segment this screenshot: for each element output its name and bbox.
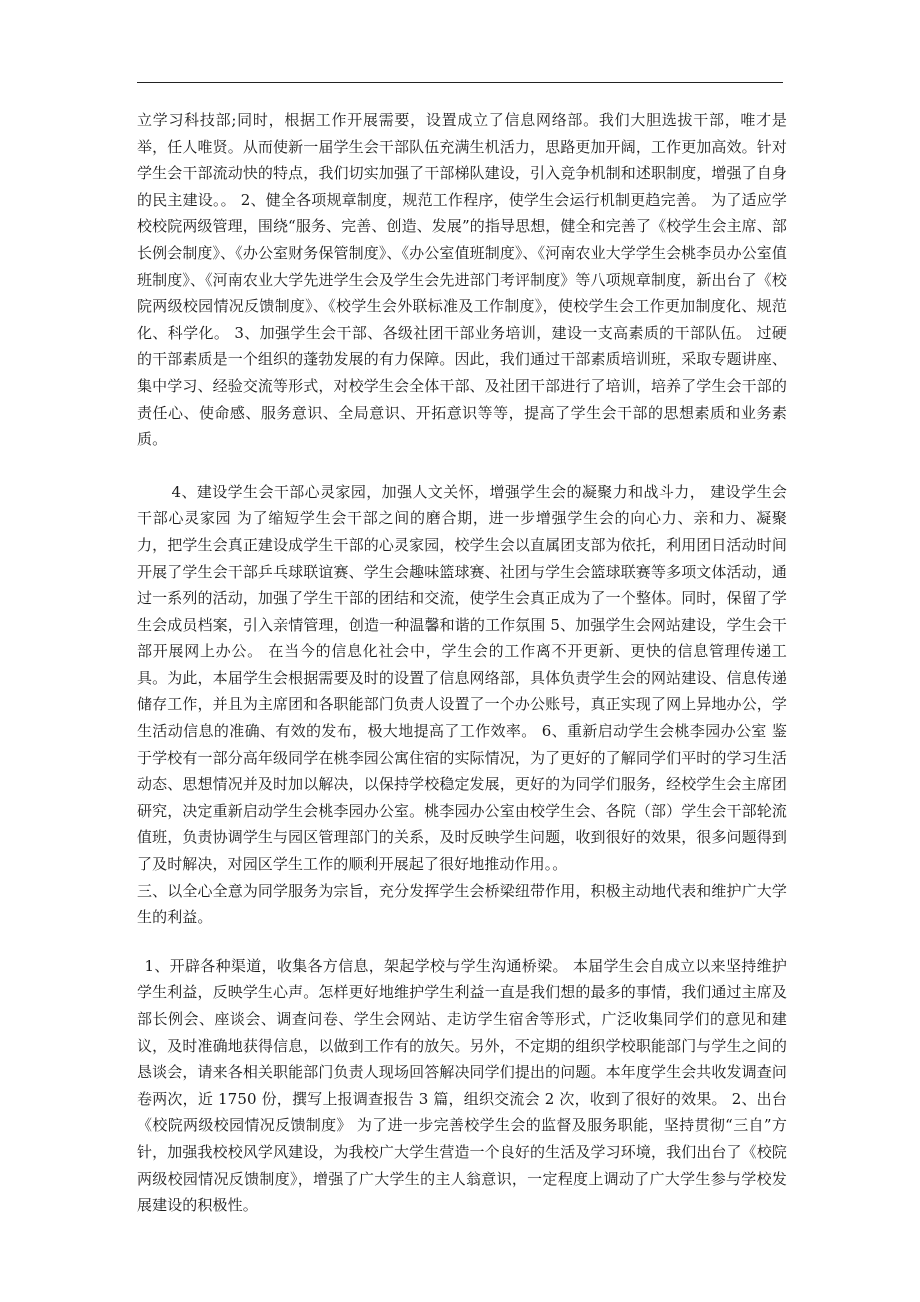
- header-rule: [137, 82, 783, 83]
- paragraph-spacer: [137, 453, 787, 479]
- paragraph-communication-channels: 1、开辟各种渠道，收集各方信息，架起学校与学生沟通桥梁。 本届学生会自成立以来坚持维护学生利益，反映学生心声。怎样更好地维护学生利益一直是我们想的最多的事情，我们通过主席及部长例会、座谈会、调查问卷、学生会网站、走访学生宿舍等形式，广泛收集同学们的意见和建议，及时准确地获得信息，以做到工作有的放矢。另外，不定期的组织学校职能部门与学生之间的恳谈会，请来各相关职能部门负责人现场回答解决同学们提出的问题。本年度学生会共收发调查问卷两次，近 1750 份，撰写上报调查报告 3 篇，组织交流会 2 次，收到了很好的效果。 2、出台《校院两级校园情况反馈制度》 为了进一步完善校学生会的监督及服务职能，坚持贯彻“三自”方针，加强我校校风学风建设，为我校广大学生营造一个良好的生活及学习环境，我们出台了《校院两级校园情况反馈制度》，增强了广大学生的主人翁意识，一定程度上调动了广大学生参与学校发展建设的积极性。: [137, 956, 787, 1215]
- document-body: [137, 107, 787, 1219]
- paragraph-spacer: [137, 931, 787, 953]
- paragraph-student-union-building: 立学习科技部;同时，根据工作开展需要，设置成立了信息网络部。我们大胆选拔干部，唯才是举，任人唯贤。从而使新一届学生会干部队伍充满生机活力，思路更加开阔，工作更加高效。针对学生会干部流动快的特点，我们切实加强了干部梯队建设，引入竞争机制和述职制度，增强了自身的民主建设。。 2、健全各项规章制度，规范工作程序，使学生会运行机制更趋完善。 为了适应学校校院两级管理，围绕“服务、完善、创造、发展”的指导思想，健全和完善了《校学生会主席、部长例会制度》、《办公室财务保管制度》、《办公室值班制度》、《河南农业大学学生会桃李员办公室值班制度》、《河南农业大学先进学生会及学生会先进部门考评制度》等八项规章制度，新出台了《校院两级校园情况反馈制度》、《校学生会外联标准及工作制度》，使校学生会工作更加制度化、规范化、科学化。 3、加强学生会干部、各级社团干部业务培训，建设一支高素质的干部队伍。 过硬的干部素质是一个组织的蓬勃发展的有力保障。因此，我们通过干部素质培训班，采取专题讲座、集中学习、经验交流等形式，对校学生会全体干部、及社团干部进行了培训，培养了学生会干部的责任心、使命感、服务意识、全局意识、开拓意识等等，提高了学生会干部的思想素质和业务素质。: [137, 111, 787, 449]
- paragraph-heart-garden: 4、建设学生会干部心灵家园，加强人文关怀，增强学生会的凝聚力和战斗力， 建设学生会干部心灵家园 为了缩短学生会干部之间的磨合期，进一步增强学生会的向心力、亲和力、凝聚力，把学生会真正建设成学生干部的心灵家园，校学生会以直属团支部为依托，利用团日活动时间开展了学生会干部乒乓球联谊赛、学生会趣味篮球赛、社团与学生会篮球联赛等多项文体活动，通过一系列的活动，加强了学生干部的团结和交流，使学生会真正成为了一个整体。同时，保留了学生会成员档案，引入亲情管理，创造一种温馨和谐的工作氛围 5、加强学生会网站建设，学生会干部开展网上办公。 在当今的信息化社会中，学生会的工作离不开更新、更快的信息管理传递工具。为此，本届学生会根据需要及时的设置了信息网络部，具体负责学生会的网站建设、信息传递储存工作，并且为主席团和各职能部门负责人设置了一个办公账号，真正实现了网上异地办公，学生活动信息的准确、有效的发布，极大地提高了工作效率。 6、重新启动学生会桃李园办公室 鉴于学校有一部分高年级同学在桃李园公寓住宿的实际情况，为了更好的了解同学们平时的学习生活动态、思想情况并及时加以解决，以保持学校稳定发展，更好的为同学们服务，经校学生会主席团研究，决定重新启动学生会桃李园办公室。桃李园办公室由校学生会、各院（部）学生会干部轮流值班，负责协调学生与园区管理部门的关系，及时反映学生问题，收到很好的效果，很多问题得到了及时解决，对园区学生工作的顺利开展起了很好地推动作用。。: [137, 482, 787, 874]
- section-heading-three: 三、以全心全意为同学服务为宗旨，充分发挥学生会桥梁纽带作用，积极主动地代表和维护广大学生的利益。: [137, 881, 787, 927]
